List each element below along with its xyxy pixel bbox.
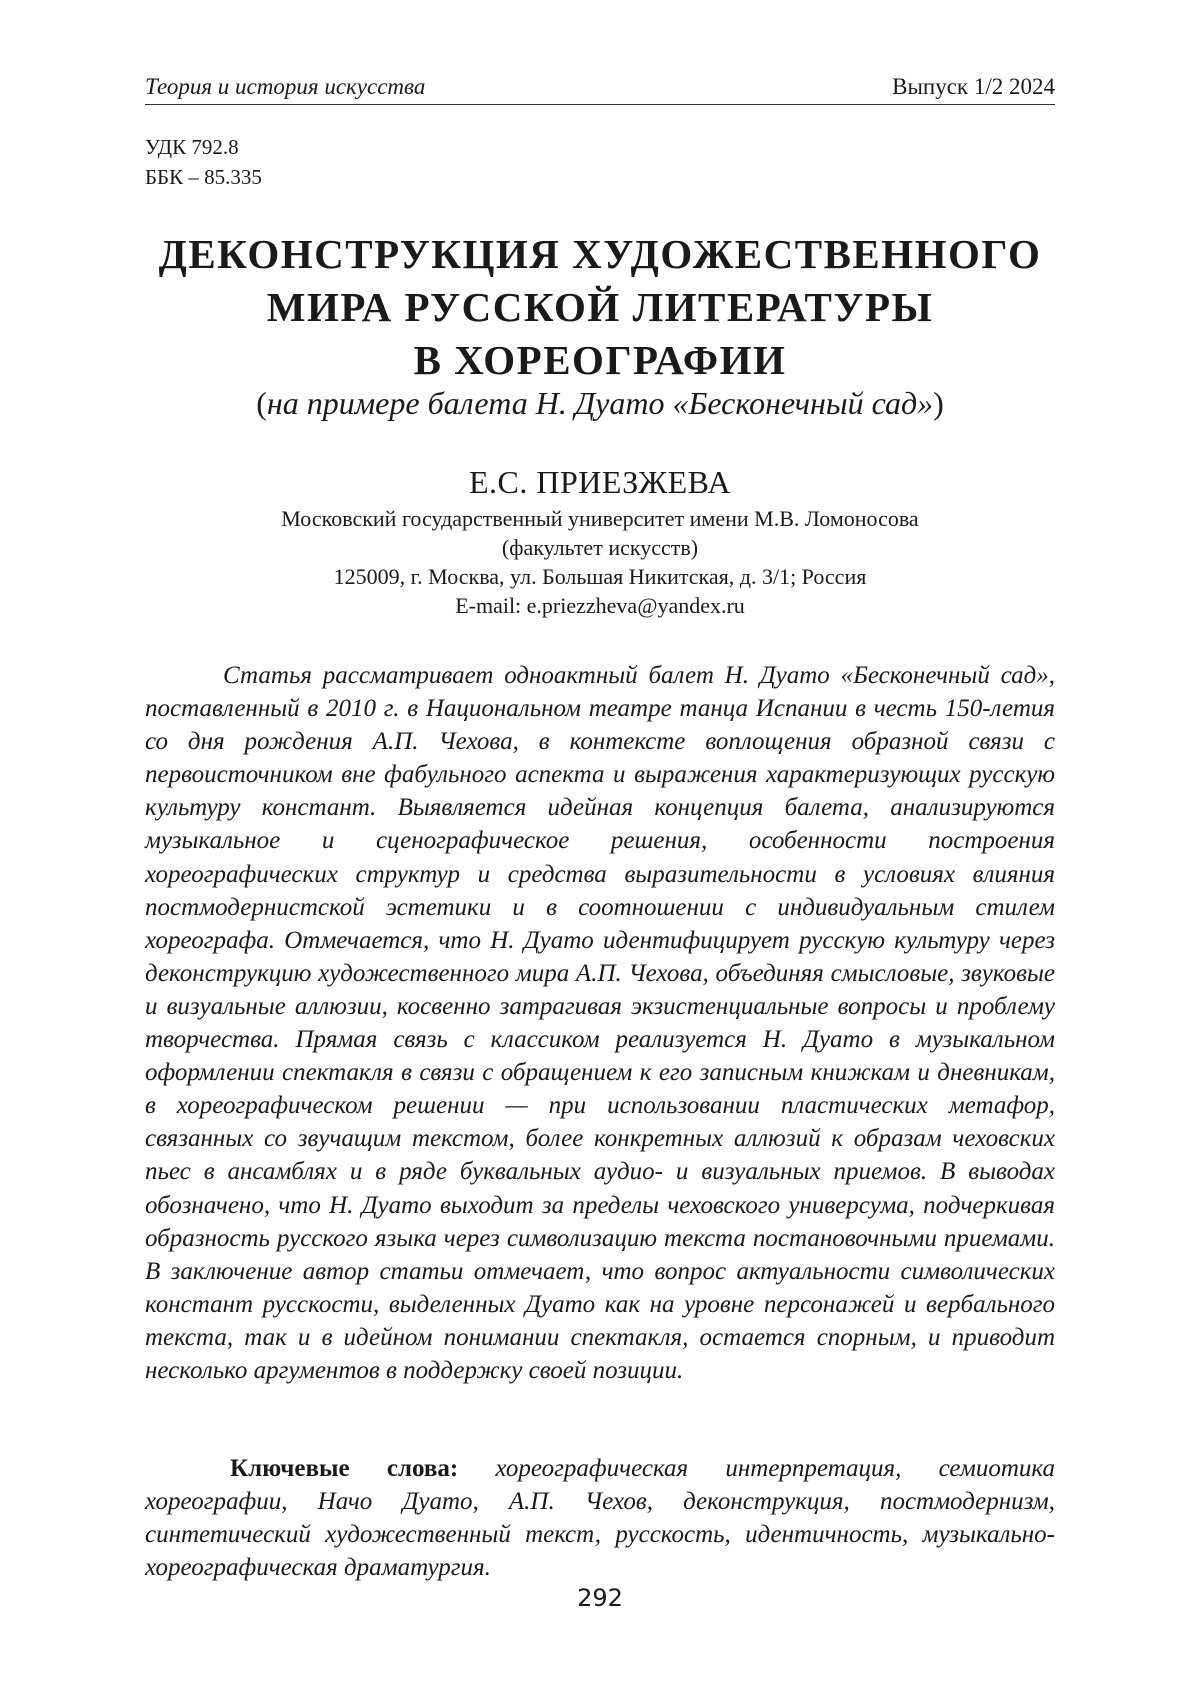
title-line: МИРА РУССКОЙ ЛИТЕРАТУРЫ [266, 284, 934, 330]
abstract-text: Статья рассматривает одноактный балет Н. Дуато «Бесконечный сад», поставленный в 2010 г. в Национальном театре танца Испании в честь 150-летия со дня рождения А.П. Чехова, в контексте воплощения образной связи с первоисточником вне фабульного аспекта и выражения характеризующих русскую культуру констант. Выявляется идейная концепция балета, анализируются музыкальное и сценографическое решения, особенности построения хореографических структур и средства выразительности в условиях влияния постмодернистской эстетики и в соотношении с индивидуальным стилем хореографа. Отмечается, что Н. Дуато идентифицирует русскую культуру через деконструкцию художественного мира А.П. Чехова, объединяя смысловые, звуковые и визуальные аллюзии, косвенно затрагивая экзистенциальные вопросы и проблему творчества. Прямая связь с классиком реализуется Н. Дуато в музыкальном оформлении спектакля в связи с обращением к его записным книжкам и дневникам, в хореографическом решении — при использовании пластических метафор, связанных со звучащим текстом, более конкретных аллюзий к образам чеховских пьес в ансамблях и в ряде буквальных аудио- и визуальных приемов. В выводах обозначено, что Н. Дуато выходит за пределы чеховского универсума, подчеркивая образность русского языка через символизацию текста постановочными приемами. В заключение автор статьи отмечает, что вопрос актуальности символических констант русскости, выделенных Дуато как на уровне персонажей и вербального текста, так и в идейном понимании спектакля, остается спорным, и приводит несколько аргументов в поддержку своей позиции. [145, 662, 1055, 1384]
affiliation-university: Московский государственный университет имени М.В. Ломоносова [281, 506, 919, 531]
subtitle-text: на примере балета Н. Дуато «Бесконечный сад» [266, 385, 934, 421]
affiliation-faculty: (факультет искусств) [501, 535, 699, 560]
author-affiliation [145, 504, 1055, 620]
udk-code: УДК 792.8 [145, 135, 239, 159]
journal-title: Теория и история искусства [145, 74, 426, 99]
title-line: В ХОРЕОГРАФИИ [413, 337, 787, 383]
keywords-paragraph [145, 1452, 1055, 1584]
keywords [145, 1452, 1055, 1584]
page-number: 292 [577, 1584, 623, 1612]
article-title [145, 228, 1055, 387]
title-line: ДЕКОНСТРУКЦИЯ ХУДОЖЕСТВЕННОГО [158, 231, 1042, 277]
keywords-label: Ключевые слова: [230, 1455, 459, 1482]
keywords-text: хореографическая интерпретация, семиотика хореографии, Начо Дуато, А.П. Чехов, деконструкция, постмодернизм, синтетический художественный текст, русскость, идентичность, музыкально-хореографическая драматургия. [145, 1455, 1055, 1582]
abstract [145, 659, 1055, 1387]
issue-number: Выпуск 1/2 2024 [892, 74, 1055, 99]
running-header [145, 66, 1055, 105]
article-subtitle [145, 383, 1055, 423]
author-name: Е.С. ПРИЕЗЖЕВА [468, 464, 732, 500]
affiliation-address: 125009, г. Москва, ул. Большая Никитская, д. 3/1; Россия [333, 564, 867, 589]
bbk-code: ББК – 85.335 [145, 165, 262, 189]
subtitle-open-paren: ( [256, 385, 267, 421]
author-email: E-mail: e.priezzheva@yandex.ru [455, 593, 745, 618]
classification-codes [145, 132, 262, 192]
subtitle-close-paren: ) [933, 385, 944, 421]
